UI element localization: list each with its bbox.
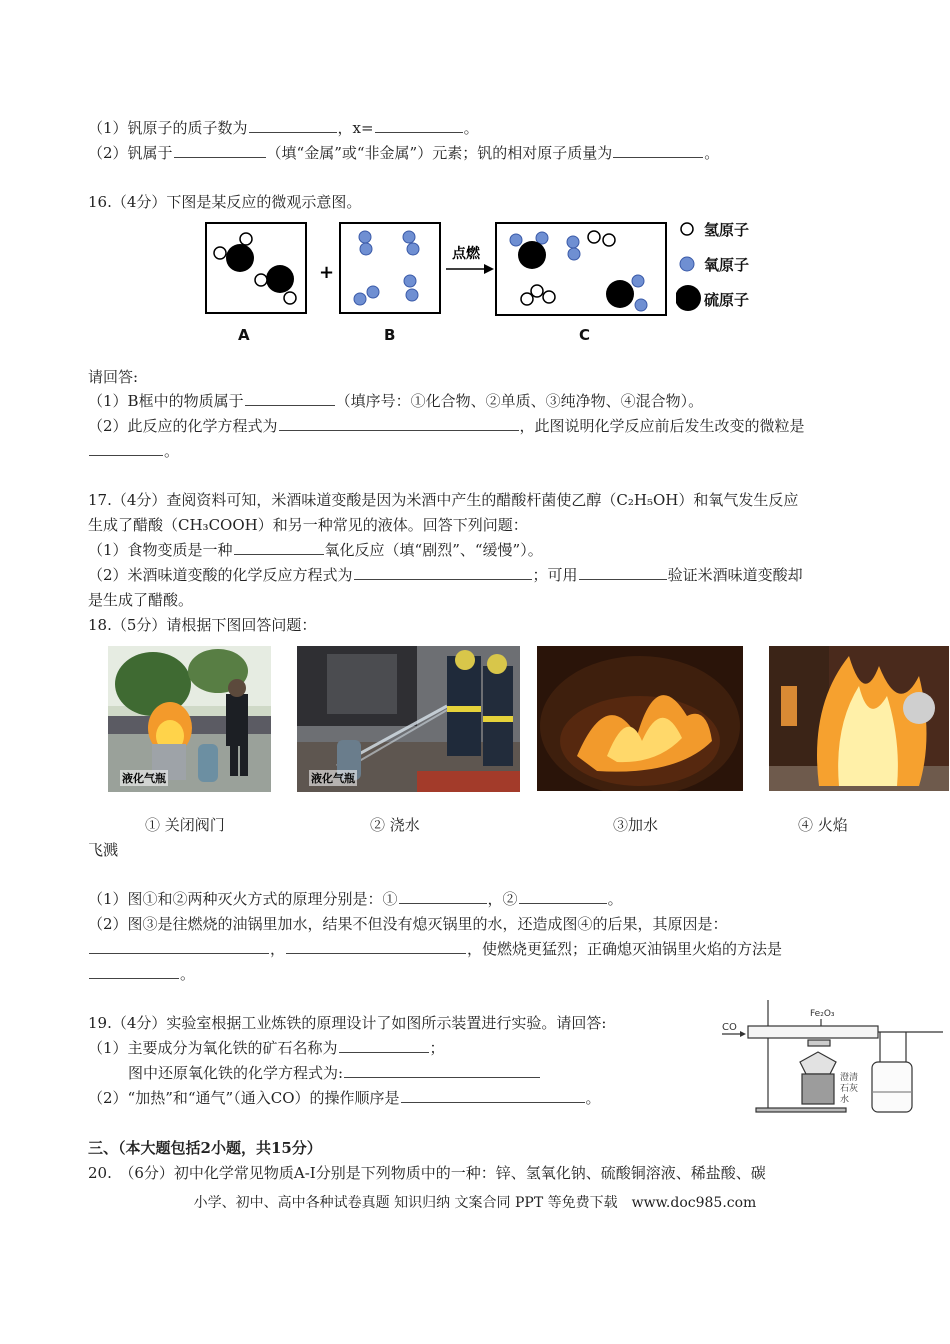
photo-tag: 液化气瓶 [122,772,166,785]
answer-blank[interactable] [401,1087,585,1103]
q17-q1: （1）食物变质是一种 氧化反应（填“剧烈”、“缓慢”）。 [88,541,543,559]
answer-blank[interactable] [354,564,532,580]
q18-q1: （1）图①和②两种灭火方式的原理分别是：① ，② 。 [88,890,623,908]
hydrogen-legend-icon [681,223,693,235]
page-footer: 小学、初中、高中各种试卷真题 知识归纳 文案合同 PPT 等免费下载 www.doc985.com [193,1195,757,1211]
answer-blank[interactable] [286,938,466,954]
photo-add-water [537,646,743,791]
q17-stem-2: 生成了醋酸（CH₃COOH）和另一种常见的液体。回答下列问题： [88,516,528,534]
plus-sign: + [319,262,335,283]
photo-flames-splash [769,646,949,791]
answer-blank[interactable] [89,938,269,954]
q16-q2-cont: 。 [88,440,866,462]
q18-q2: （2）图③是往燃烧的油锅里加水，结果不但没有熄灭锅里的水，还造成图④的后果，其原因是： [88,915,728,933]
q19-q1: （1）主要成分为氧化铁的矿石名称为 ； [88,1039,445,1057]
answer-blank[interactable] [174,142,266,158]
photo-close-valve [108,646,271,792]
caption-4: ④ 火焰 [798,816,848,834]
q19-q1-sub: 图中还原氧化铁的化学方程式为: [128,1062,866,1084]
photo-tag: 液化气瓶 [311,772,355,785]
reaction-diagram [200,215,670,325]
q18-stem: 18.（5分）请根据下图回答问题： [88,616,317,634]
svg-text:石灰: 石灰 [840,1084,859,1094]
hydrogen-atom [255,274,267,286]
q19-q2: （2）“加热”和“通气”（通入CO）的操作顺序是 。 [88,1089,601,1107]
answer-blank[interactable] [375,117,463,133]
answer-blank[interactable] [613,142,703,158]
section-heading: 三、（本大题包括2小题，共15分） [88,1139,322,1157]
answer-blank[interactable] [249,117,337,133]
arrow-label: 点燃 [452,246,480,262]
iron-smelting-apparatus [718,996,946,1120]
sulfur-atom [226,244,254,272]
q17-stem-1: 17.（4分）查阅资料可知，米酒味道变酸是因为米酒中产生的醋酸杆菌使乙醇（C₂H₅OH）和氧气发生反应 [88,491,799,509]
q17-q2-cont: 是生成了醋酸。 [88,591,194,609]
answer-blank[interactable] [399,888,487,904]
box-label-a: A [238,326,250,344]
sulfur-legend-icon [676,285,701,311]
q16-q1: （1）B框中的物质属于 （填序号：①化合物、②单质、③纯净物、④混合物）。 [88,392,704,410]
svg-text:Fe₂O₃: Fe₂O₃ [810,1009,835,1019]
q16-stem: 16.（4分）下图是某反应的微观示意图。 [88,193,362,211]
hydrogen-atom [240,233,252,245]
svg-text:澄清: 澄清 [840,1073,859,1083]
answer-blank[interactable] [245,390,335,406]
box-label-b: B [384,326,396,344]
box-label-c: C [579,326,591,344]
caption-2: ② 浇水 [370,816,420,834]
answer-blank[interactable] [519,888,607,904]
answer-blank[interactable] [89,963,179,979]
svg-text:CO: CO [722,1022,737,1033]
q15-line2: （2）钒属于 （填“金属”或“非金属”）元素；钒的相对原子质量为 。 [88,144,720,162]
q16-q2: （2）此反应的化学方程式为 ，此图说明化学反应前后发生改变的微粒是 [88,417,805,435]
hydrogen-atom [214,247,226,259]
legend-sulfur: 硫原子 [704,291,750,309]
q16-please: 请回答: [88,368,139,386]
legend-oxygen: 氧原子 [704,256,750,274]
sulfur-atom [266,265,294,293]
q20-stem: 20. （6分）初中化学常见物质A-I分别是下列物质中的一种：锌、氢氧化钠、硫酸铜溶液、稀盐酸、碳 [88,1164,766,1182]
answer-blank[interactable] [279,415,519,431]
oxygen-legend-icon [680,257,694,271]
caption-1: ① 关闭阀门 [145,816,225,834]
q18-q2-line3: 。 [88,963,866,985]
svg-text:水: 水 [840,1095,850,1105]
q17-q2: （2）米酒味道变酸的化学反应方程式为 ；可用 验证米酒味道变酸却 [88,566,803,584]
photo-spray-water [297,646,520,792]
answer-blank[interactable] [344,1062,540,1078]
q19-stem: 19.（4分）实验室根据工业炼铁的原理设计了如图所示装置进行实验。请回答: [88,1014,607,1032]
legend-hydrogen: 氢原子 [704,221,750,239]
answer-blank[interactable] [89,440,163,456]
caption-3: ③加水 [613,816,659,834]
answer-blank[interactable] [579,564,667,580]
q18-q2-line2: ， ，使燃烧更猛烈；正确熄灭油锅里火焰的方法是 [88,938,866,960]
answer-blank[interactable] [234,539,324,555]
caption-4-wrap: 飞溅 [88,841,119,859]
answer-blank[interactable] [339,1037,429,1053]
hydrogen-atom [284,292,296,304]
q15-line1: （1）钒原子的质子数为 ，x= 。 [88,119,479,137]
